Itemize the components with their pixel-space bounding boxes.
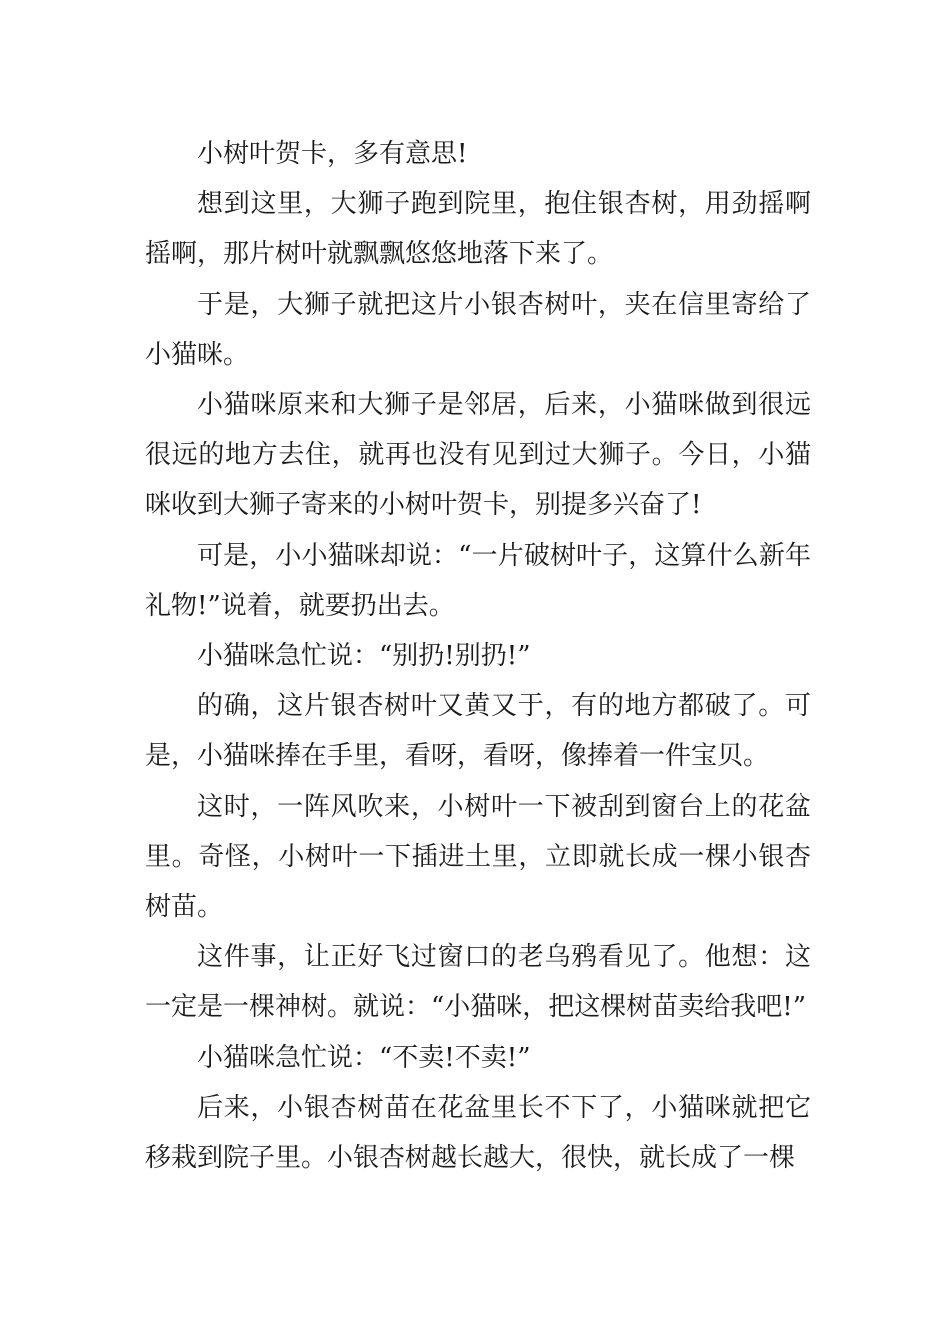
paragraph-2: 想到这里，大狮子跑到院里，抱住银杏树，用劲摇啊摇啊，那片树叶就飘飘悠悠地落下来了。 xyxy=(145,189,811,270)
paragraph-4: 小猫咪原来和大狮子是邻居，后来，小猫咪做到很远很远的地方去住，就再也没有见到过大狮子。今日，小猫咪收到大狮子寄来的小树叶贺卡，别提多兴奋了! xyxy=(145,390,811,521)
paragraph-10: 小猫咪急忙说：“不卖!不卖!” xyxy=(197,1042,531,1073)
story-body xyxy=(145,129,811,1183)
paragraph-7: 的确，这片银杏树叶又黄又于，有的地方都破了。可是，小猫咪捧在手里，看呀，看呀，像捧着一件宝贝。 xyxy=(145,691,811,772)
paragraph-3: 于是，大狮子就把这片小银杏树叶，夹在信里寄给了小猫咪。 xyxy=(145,289,811,370)
paragraph-5: 可是，小小猫咪却说：“一片破树叶子，这算什么新年礼物!”说着，就要扔出去。 xyxy=(145,540,811,621)
paragraph-8: 这时，一阵风吹来，小树叶一下被刮到窗台上的花盆里。奇怪，小树叶一下插进土里，立即就长成一棵小银杏树苗。 xyxy=(145,791,811,923)
paragraph-11: 后来，小银杏树苗在花盆里长不下了，小猫咪就把它移栽到院子里。小银杏树越长越大，很快，就长成了一棵 xyxy=(145,1092,811,1174)
paragraph-6: 小猫咪急忙说：“别扔!别扔!” xyxy=(197,641,531,672)
paragraph-9: 这件事，让正好飞过窗口的老乌鸦看见了。他想：这一定是一棵神树。就说：“小猫咪，把这棵树苗卖给我吧!” xyxy=(145,942,811,1023)
paragraph-1: 小树叶贺卡，多有意思! xyxy=(197,139,468,169)
